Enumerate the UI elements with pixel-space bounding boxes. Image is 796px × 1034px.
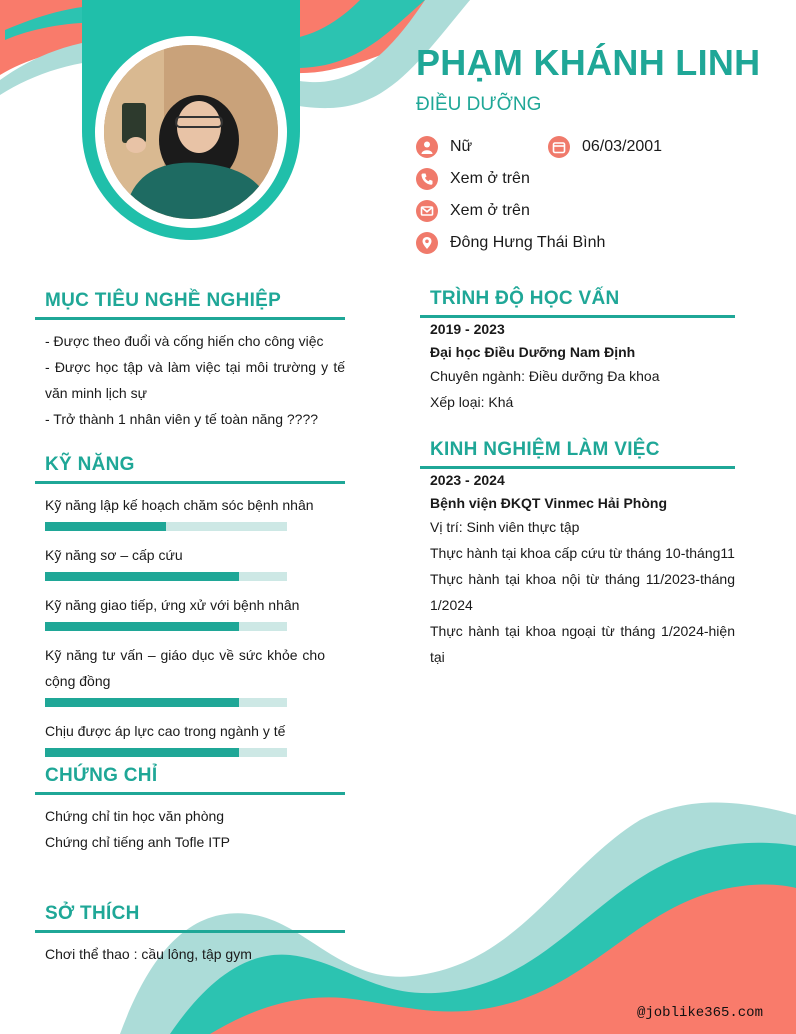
experience-company: Bệnh viện ĐKQT Vinmec Hải Phòng (430, 495, 668, 511)
hobbies-section (35, 903, 345, 967)
phone-value: Xem ở trên (450, 170, 530, 187)
calendar-icon (548, 136, 570, 158)
objective-line: - Được theo đuổi và cống hiến cho công việc (45, 333, 324, 349)
education-school: Đại học Điều Dưỡng Nam Định (430, 344, 636, 360)
skill-label: Kỹ năng lập kế hoạch chăm sóc bệnh nhân (45, 497, 314, 513)
experience-line: Thực hành tại khoa cấp cứu từ tháng 10-tháng11 (430, 545, 735, 561)
experience-section (420, 439, 735, 670)
experience-line: Thực hành tại khoa nội từ tháng 11/2023-tháng 1/2024 (430, 571, 735, 613)
address-value: Đông Hưng Thái Bình (450, 234, 606, 251)
job-title: ĐIỀU DƯỠNG (416, 94, 542, 115)
skill-item (45, 642, 325, 707)
location-pin-icon (416, 232, 438, 254)
skill-item (45, 718, 345, 757)
email-value: Xem ở trên (450, 202, 530, 219)
skill-bar-fill (45, 622, 239, 631)
certificate-item: Chứng chỉ tin học văn phòng (45, 808, 225, 824)
birthdate-row (548, 136, 662, 158)
skill-bar (45, 748, 287, 757)
section-rule (35, 930, 345, 933)
candidate-name: PHẠM KHÁNH LINH (416, 42, 761, 83)
section-rule (35, 481, 345, 484)
mail-icon (416, 200, 438, 222)
skill-bar (45, 698, 287, 707)
skill-bar-fill (45, 698, 239, 707)
certificates-title: CHỨNG CHỈ (45, 765, 158, 786)
skills-section (35, 454, 345, 757)
certificates-section (35, 765, 345, 855)
address-row (416, 232, 605, 254)
section-rule (35, 317, 345, 320)
skills-title: KỸ NĂNG (45, 454, 135, 475)
skill-item (45, 592, 345, 631)
skill-label: Kỹ năng tư vấn – giáo dục về sức khỏe cho cộng đồng (45, 647, 325, 689)
skill-bar-fill (45, 572, 239, 581)
section-rule (35, 792, 345, 795)
education-title: TRÌNH ĐỘ HỌC VẤN (430, 288, 620, 309)
objective-line: - Được học tập và làm việc tại môi trường y tế văn minh lịch sự (45, 359, 345, 401)
person-icon (416, 136, 438, 158)
objective-section (35, 290, 345, 432)
skill-bar (45, 572, 287, 581)
objective-line: - Trở thành 1 nhân viên y tế toàn năng ???? (45, 411, 319, 427)
watermark: @joblike365.com (636, 1005, 763, 1021)
skill-item (45, 542, 345, 581)
experience-period: 2023 - 2024 (430, 472, 505, 488)
skill-label: Chịu được áp lực cao trong ngành y tế (45, 723, 286, 739)
avatar (104, 45, 278, 219)
email-row (416, 200, 530, 222)
education-section (420, 288, 735, 415)
education-period: 2019 - 2023 (430, 321, 505, 337)
education-major: Chuyên ngành: Điều dưỡng Đa khoa (430, 368, 660, 384)
experience-title: KINH NGHIỆM LÀM VIỆC (430, 439, 660, 460)
experience-line: Vị trí: Sinh viên thực tập (430, 519, 580, 535)
skill-bar (45, 522, 287, 531)
skill-item (45, 492, 345, 531)
gender-row (416, 136, 472, 158)
skill-bar (45, 622, 287, 631)
skill-label: Kỹ năng giao tiếp, ứng xử với bệnh nhân (45, 597, 300, 613)
skill-bar-fill (45, 748, 239, 757)
skill-bar-fill (45, 522, 166, 531)
hobbies-text: Chơi thể thao : cầu lông, tập gym (45, 946, 252, 962)
gender-value: Nữ (450, 138, 473, 155)
phone-row (416, 168, 530, 190)
phone-icon (416, 168, 438, 190)
objective-title: MỤC TIÊU NGHỀ NGHIỆP (45, 290, 282, 311)
birthdate-value: 06/03/2001 (582, 138, 663, 155)
education-grade: Xếp loại: Khá (430, 394, 514, 410)
experience-line: Thực hành tại khoa ngoại từ tháng 1/2024-hiện tại (430, 623, 735, 665)
hobbies-title: SỞ THÍCH (45, 903, 140, 924)
certificate-item: Chứng chỉ tiếng anh Tofle ITP (45, 834, 231, 850)
skill-label: Kỹ năng sơ – cấp cứu (45, 547, 183, 563)
